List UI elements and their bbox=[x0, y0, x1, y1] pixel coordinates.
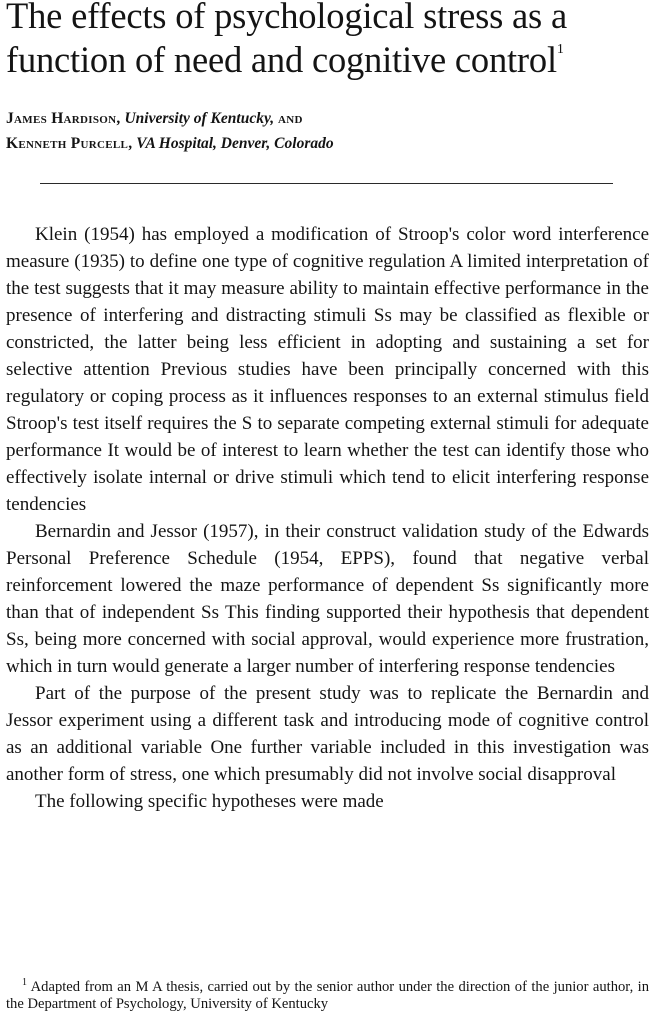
paragraph: Part of the purpose of the present study was to replicate the Bernardin and Jessor experiment using a different task and introducing mode of cognitive control as an additional variable One further variable included in this investigation was another form of stress, one which presumably did not involve social disapproval bbox=[6, 683, 649, 785]
header-divider bbox=[40, 183, 613, 184]
paragraph: The following specific hypotheses were made bbox=[35, 791, 384, 812]
footnote-mark: 1 bbox=[22, 977, 27, 988]
paper-title bbox=[6, 0, 646, 82]
author-block bbox=[6, 106, 334, 156]
paragraph: Klein (1954) has employed a modification of Stroop's color word interference measure (1935) to define one type of cognitive regulation A limited interpretation of the test suggests that it may measure ability to maintain effective performance in the presence of interfering and distracting stimuli Ss may be classified as flexible or constricted, the latter being less efficient in adopting and sustaining a set for selective attention Previous studies have been principally concerned with this regulatory or coping process as it influences responses to an external stimulus field Stroop's test itself requires the S to separate competing external stimuli for adequate performance It would be of interest to learn whether the test can identify those who effectively isolate internal or drive stimuli which tend to elicit interfering response tendencies bbox=[6, 224, 649, 515]
author-line-2 bbox=[6, 131, 334, 156]
title-footnote-mark: 1 bbox=[556, 42, 564, 57]
title-line-1: The effects of psychological stress as a bbox=[6, 0, 567, 36]
author-affiliation: VA Hospital, Denver, Colorado bbox=[136, 135, 334, 152]
author-conjunction: and bbox=[278, 110, 303, 127]
paragraph: Bernardin and Jessor (1957), in their construct validation study of the Edwards Personal Preference Schedule (1954, EPPS), found that negative verbal reinforcement lowered the maze performance of dependent Ss significantly more than that of independent Ss This finding supported their hypothesis that dependent Ss, being more concerned with social approval, would experience more frustration, which in turn would generate a larger number of interfering response tendencies bbox=[6, 521, 649, 677]
footnote-text: Adapted from an M A thesis, carried out by the senior author under the direction of the junior author, in the Department of Psychology, University of Kentucky bbox=[6, 978, 650, 1012]
article-body bbox=[6, 221, 649, 815]
author-name: Kenneth Purcell, bbox=[6, 135, 133, 152]
footnote bbox=[6, 974, 649, 1013]
author-line-1 bbox=[6, 106, 334, 131]
title-line-2: function of need and cognitive control bbox=[6, 39, 557, 80]
author-name: James Hardison, bbox=[6, 110, 121, 127]
author-affiliation: University of Kentucky, bbox=[124, 110, 275, 127]
